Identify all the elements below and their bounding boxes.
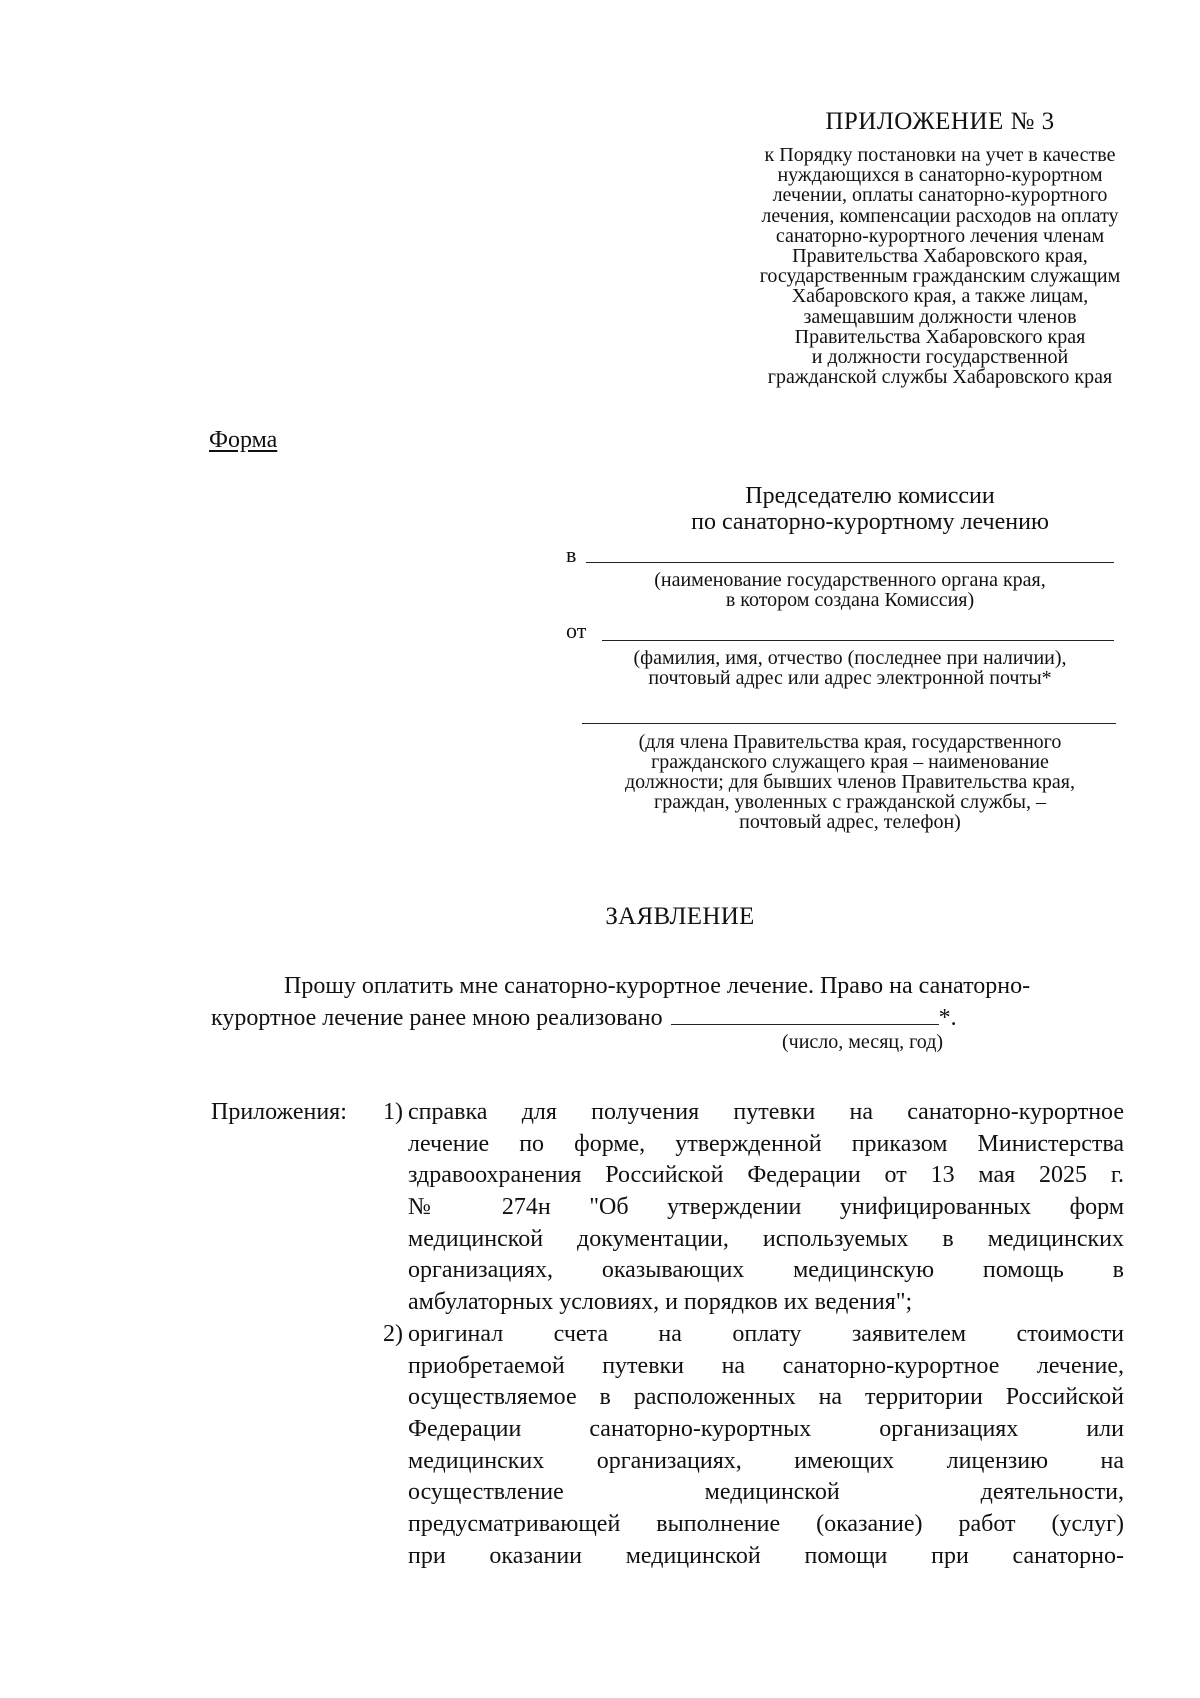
request-text: курортное лечение ранее мною реализовано bbox=[211, 1005, 663, 1031]
annex-reference bbox=[700, 145, 1180, 387]
caption-line: граждан, уволенных с гражданской службы, – bbox=[654, 791, 1046, 813]
attachment-number: 2) bbox=[383, 1321, 403, 1347]
attachment-line: лечение по форме, утвержденной приказом Министерства bbox=[408, 1130, 1124, 1157]
position-fill-line[interactable] bbox=[582, 723, 1116, 724]
caption-line: в котором создана Комиссия) bbox=[725, 589, 975, 611]
document-title: ЗАЯВЛЕНИЕ bbox=[605, 903, 755, 930]
form-label: Форма bbox=[209, 427, 278, 453]
annex-line: замещавшим должности членов bbox=[803, 305, 1077, 328]
attachment-line: приобретаемой путевки на санаторно-курортное лечение, bbox=[408, 1352, 1124, 1379]
caption-line: (наименование государственного органа края, bbox=[654, 569, 1046, 591]
attachment-line: организациях, оказывающих медицинскую помощь в bbox=[408, 1257, 1124, 1284]
attachment-line: при оказании медицинской помощи при санаторно- bbox=[408, 1542, 1124, 1569]
attachment-line: медицинских организациях, имеющих лицензию на bbox=[408, 1447, 1124, 1474]
annex-line: лечения, компенсации расходов на оплату bbox=[761, 204, 1119, 227]
attachment-item-1 bbox=[408, 1097, 1124, 1319]
attachment-line: осуществление медицинской деятельности, bbox=[408, 1479, 1124, 1506]
attachment-line: оригинал счета на оплату заявителем стоимости bbox=[408, 1321, 1124, 1347]
caption-line: почтовый адрес, телефон) bbox=[739, 811, 961, 833]
annex-title: ПРИЛОЖЕНИЕ № 3 bbox=[825, 108, 1055, 135]
attachment-line: Федерации санаторно-курортных организациях или bbox=[408, 1416, 1124, 1443]
addressee-line: Председателю комиссии bbox=[745, 483, 995, 509]
position-caption bbox=[580, 732, 1120, 832]
attachment-line: осуществляемое в расположенных на территории Российской bbox=[408, 1384, 1124, 1411]
annex-line: лечении, оплаты санаторно-курортного bbox=[772, 184, 1108, 207]
annex-line: нуждающихся в санаторно-курортном bbox=[777, 164, 1103, 187]
person-caption bbox=[580, 648, 1120, 688]
attachment-line: здравоохранения Российской Федерации от 13 мая 2025 г. bbox=[408, 1162, 1124, 1189]
attachment-item-2 bbox=[408, 1319, 1124, 1573]
annex-line: гражданской службы Хабаровского края bbox=[767, 366, 1113, 389]
annex-line: государственным гражданским служащим bbox=[759, 265, 1121, 288]
date-fill-line[interactable] bbox=[671, 1004, 939, 1025]
attachment-line: амбулаторных условиях, и порядков их ведения"; bbox=[408, 1289, 913, 1316]
attachment-number: 1) bbox=[383, 1099, 403, 1125]
attachment-line: справка для получения путевки на санаторно-курортное bbox=[408, 1099, 1124, 1125]
annex-line: и должности государственной bbox=[811, 346, 1069, 369]
request-asterisk: *. bbox=[938, 1005, 957, 1031]
person-fill-line[interactable] bbox=[602, 640, 1114, 641]
organ-fill-line[interactable] bbox=[586, 562, 1114, 563]
prefix-ot: от bbox=[566, 618, 587, 643]
attachment-line: предусматривающей выполнение (оказание) работ (услуг) bbox=[408, 1511, 1124, 1538]
caption-line: (для члена Правительства края, государственного bbox=[638, 731, 1062, 753]
annex-line: Хабаровского края, а также лицам, bbox=[791, 285, 1089, 308]
prefix-v: в bbox=[566, 542, 577, 567]
caption-line: (фамилия, имя, отчество (последнее при наличии), bbox=[633, 647, 1067, 669]
annex-line: Правительства Хабаровского края, bbox=[792, 245, 1088, 268]
annex-line: санаторно-курортного лечения членам bbox=[775, 224, 1105, 247]
addressee-line: по санаторно-курортному лечению bbox=[691, 509, 1049, 535]
annex-line: Правительства Хабаровского края bbox=[794, 325, 1086, 348]
organ-caption bbox=[586, 570, 1114, 610]
addressee-heading bbox=[580, 483, 1160, 535]
caption-line: должности; для бывших членов Правительства края, bbox=[624, 771, 1076, 793]
request-line-2 bbox=[211, 1004, 957, 1032]
attachment-line: медицинской документации, используемых в медицинских bbox=[408, 1225, 1124, 1252]
caption-line: гражданского служащего края – наименование bbox=[651, 751, 1049, 773]
date-caption: (число, месяц, год) bbox=[782, 1031, 944, 1053]
request-line-1: Прошу оплатить мне санаторно-курортное лечение. Право на санаторно- bbox=[284, 973, 1031, 999]
attachments-label: Приложения: bbox=[211, 1099, 347, 1125]
caption-line: почтовый адрес или адрес электронной почты* bbox=[648, 667, 1052, 689]
attachment-line: № 274н "Об утверждении унифицированных форм bbox=[408, 1194, 1124, 1221]
annex-line: к Порядку постановки на учет в качестве bbox=[764, 144, 1116, 166]
